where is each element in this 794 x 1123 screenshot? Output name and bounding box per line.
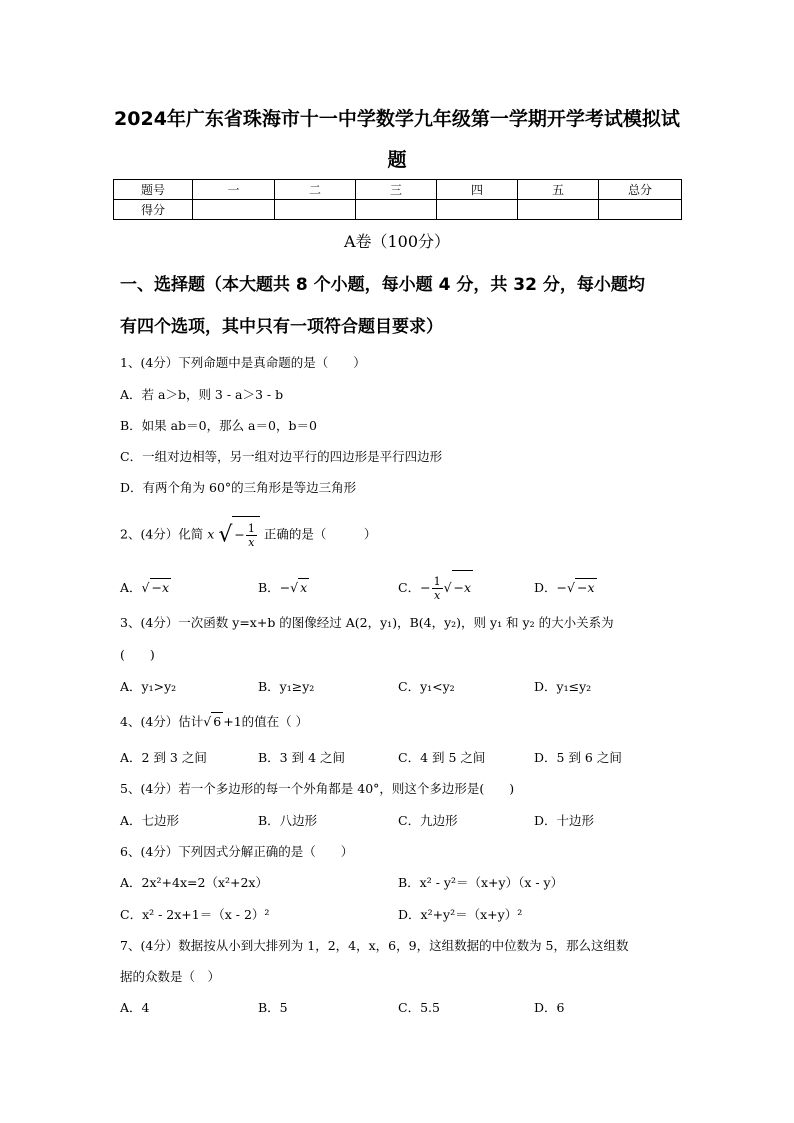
section-heading-line-1: 一、选择题（本大题共 8 个小题，每小题 4 分，共 32 分，每小题均: [120, 275, 645, 295]
question-7-option-c: C．5.5: [398, 1000, 440, 1015]
option-label: B．: [258, 580, 280, 595]
question-1-stem: 1、(4分）下列命题中是真命题的是（ ）: [120, 355, 366, 370]
option-c-fraction: [432, 575, 443, 602]
question-5-option-c: C．九边形: [398, 813, 458, 828]
radicand: −x: [576, 580, 595, 595]
question-4-option-c: C．4 到 5 之间: [398, 750, 486, 765]
fraction-numerator: 1: [433, 575, 441, 588]
radicand: −x: [452, 570, 474, 605]
question-1-option-b: B．如果 ab＝0，那么 a＝0，b＝0: [120, 418, 317, 433]
score-table-header-cell: 五: [518, 180, 599, 200]
question-2-stem-suffix: 正确的是（ ）: [263, 526, 377, 542]
option-label: A．: [120, 580, 142, 595]
paper-section-subtitle: A卷（100分）: [343, 232, 451, 251]
fraction-denominator: x: [433, 589, 441, 602]
radicand: 6: [213, 714, 222, 729]
question-3-option-a: A．y₁>y₂: [120, 679, 177, 694]
question-2-option-b: B．−√ x: [258, 580, 308, 595]
question-2-radical: √ − $\frac{1}{x}$: [218, 516, 260, 554]
exam-title-line-1: 2024年广东省珠海市十一中学数学九年级第一学期开学考试模拟试: [114, 108, 680, 130]
question-4-stem-suffix: +1的值在（ ）: [223, 714, 309, 729]
score-cell[interactable]: [599, 200, 682, 220]
question-7-option-a: A．4: [120, 1000, 150, 1015]
score-table-header-cell: 二: [275, 180, 356, 200]
score-cell[interactable]: [356, 200, 437, 220]
question-3-option-c: C．y₁<y₂: [398, 679, 455, 694]
score-cell[interactable]: [193, 200, 275, 220]
minus-sign: −: [420, 580, 431, 595]
question-5-option-b: B．八边形: [258, 813, 318, 828]
question-2-option-a: A．√ −x: [120, 580, 170, 595]
question-4-stem-prefix: 4、(4分）估计: [120, 714, 204, 729]
question-6-option-c: C．x² - 2x+1＝（x - 2）²: [120, 907, 270, 922]
question-7-option-b: B．5: [258, 1000, 288, 1015]
question-6-option-a: A．2x²+4x=2（x²+2x）: [120, 875, 268, 890]
radicand: x: [300, 580, 308, 595]
question-4-option-a: A．2 到 3 之间: [120, 750, 207, 765]
question-2-stem-prefix: 2、(4分）化简: [120, 526, 204, 542]
question-2-option-c: C．− $\frac{1}{x}$ √ −x: [398, 570, 473, 605]
section-heading-line-2: 有四个选项，其中只有一项符合题目要求）: [120, 317, 443, 337]
question-4-option-b: B．3 到 4 之间: [258, 750, 346, 765]
question-5-stem: 5、(4分）若一个多边形的每一个外角都是 40°，则这个多边形是( ): [120, 781, 515, 796]
question-5-option-a: A．七边形: [120, 813, 180, 828]
score-table: [113, 179, 682, 220]
question-6-stem: 6、(4分）下列因式分解正确的是（ ）: [120, 844, 354, 859]
question-5-option-d: D．十边形: [534, 813, 595, 828]
option-label: C．: [398, 580, 421, 595]
question-4-option-d: D．5 到 6 之间: [534, 750, 622, 765]
question-4-stem: 4、(4分）估计√ 6 +1的值在（ ）: [120, 714, 309, 729]
question-7-stem-continued: 据的众数是（ ）: [120, 969, 221, 984]
radicand: −x: [151, 580, 170, 595]
question-2-variable: x: [207, 526, 215, 542]
score-table-header-cell: 三: [356, 180, 437, 200]
option-label: D．: [534, 580, 557, 595]
question-6-option-d: D．x²+y²＝（x+y）²: [398, 907, 523, 922]
score-cell[interactable]: [437, 200, 518, 220]
score-table-header-cell: 四: [437, 180, 518, 200]
minus-sign: −: [556, 580, 568, 595]
fraction-numerator: 1: [247, 522, 255, 535]
question-1-option-a: A．若 a＞b，则 3 - a＞3 - b: [120, 387, 284, 402]
exam-title-line-2: 题: [387, 149, 407, 171]
question-7-option-d: D．6: [534, 1000, 565, 1015]
score-row-label: 得分: [114, 200, 193, 220]
question-2-fraction: [246, 522, 257, 549]
question-3-stem: 3、(4分）一次函数 y=x+b 的图像经过 A(2，y₁)，B(4，y₂)，则 y₁ 和 y₂ 的大小关系为: [120, 615, 614, 630]
score-table-score-row: [114, 200, 682, 220]
minus-sign: −: [279, 580, 291, 595]
question-1-option-d: D．有两个角为 60°的三角形是等边三角形: [120, 480, 357, 495]
question-6-option-b: B．x² - y²＝（x+y）（x - y）: [398, 875, 564, 890]
fraction-denominator: x: [248, 536, 255, 549]
score-table-header-row: [114, 180, 682, 200]
question-2-stem: [120, 516, 376, 554]
question-1-option-c: C．一组对边相等，另一组对边平行的四边形是平行四边形: [120, 449, 443, 464]
score-cell[interactable]: [518, 200, 599, 220]
question-3-option-d: D．y₁≤y₂: [534, 679, 592, 694]
score-table-header-cell: 题号: [114, 180, 193, 200]
question-2-option-d: D．−√ −x: [534, 580, 595, 595]
question-7-stem: 7、(4分）数据按从小到大排列为 1，2，4，x，6，9，这组数据的中位数为 5，那么这组数: [120, 938, 629, 953]
score-table-header-cell: 总分: [599, 180, 682, 200]
score-cell[interactable]: [275, 200, 356, 220]
score-table-header-cell: 一: [193, 180, 275, 200]
question-3-stem-continued: ( ): [120, 647, 155, 662]
question-3-option-b: B．y₁≥y₂: [258, 679, 315, 694]
